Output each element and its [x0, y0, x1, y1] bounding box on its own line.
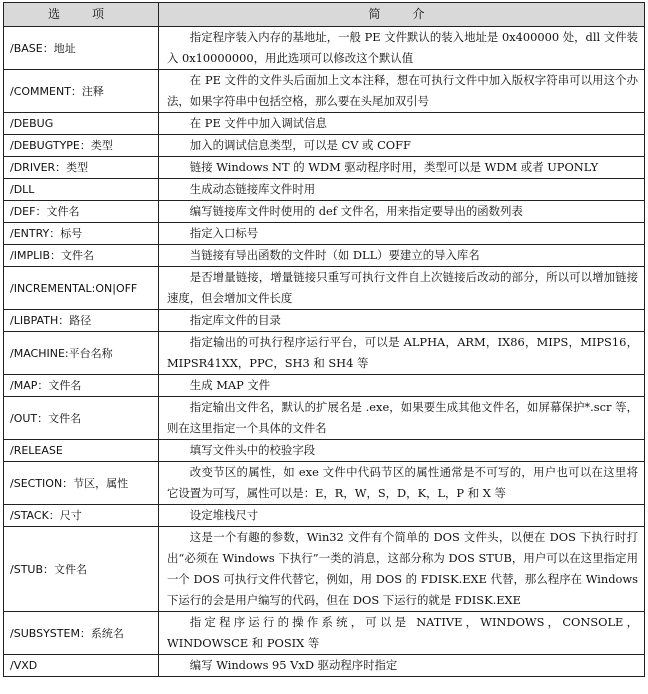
description-cell: 链接 Windows NT 的 WDM 驱动程序时用，类型可以是 WDM 或者 UPONLY	[159, 157, 645, 179]
table-row	[4, 223, 645, 245]
description-cell: 指定程序装入内存的基地址，一般 PE 文件默认的装入地址是 0x400000 处，dll 文件装入 0x10000000，用此选项可以修改这个默认值	[159, 27, 645, 70]
table-row	[4, 440, 645, 462]
table-row	[4, 505, 645, 527]
option-cell: /MACHINE:平台名称	[4, 332, 159, 375]
description-cell: 生成动态链接库文件时用	[159, 179, 645, 201]
description-cell: 填写文件头中的校验字段	[159, 440, 645, 462]
option-cell: /VXD	[4, 655, 159, 677]
table-row	[4, 245, 645, 267]
description-cell: 编写 Windows 95 VxD 驱动程序时指定	[159, 655, 645, 677]
option-cell: /RELEASE	[4, 440, 159, 462]
table-header-row	[4, 3, 645, 27]
option-cell: /DLL	[4, 179, 159, 201]
option-cell: /SUBSYSTEM：系统名	[4, 612, 159, 655]
description-cell: 生成 MAP 文件	[159, 375, 645, 397]
option-cell: /OUT：文件名	[4, 397, 159, 440]
description-cell: 指定输出文件名，默认的扩展名是 .exe，如果要生成其他文件名，如屏幕保护*.scr 等，则在这里指定一个具体的文件名	[159, 397, 645, 440]
option-cell: /INCREMENTAL:ON|OFF	[4, 267, 159, 310]
option-cell: /STUB：文件名	[4, 527, 159, 612]
description-cell: 改变节区的属性，如 exe 文件中代码节区的属性通常是不可写的，用户也可以在这里将它设置为可写，属性可以是：E，R，W，S，D，K，L，P 和 X 等	[159, 462, 645, 505]
linker-options-table	[3, 2, 645, 677]
table-row	[4, 527, 645, 612]
description-cell: 指定程序运行的操作系统，可以是 NATIVE，WINDOWS，CONSOLE，WINDOWSCE 和 POSIX 等	[159, 612, 645, 655]
option-cell: /ENTRY：标号	[4, 223, 159, 245]
table-row	[4, 375, 645, 397]
description-cell: 是否增量链接，增量链接只重写可执行文件自上次链接后改动的部分，所以可以增加链接速度，但会增加文件长度	[159, 267, 645, 310]
table-row	[4, 157, 645, 179]
description-cell: 在 PE 文件的文件头后面加上文本注释，想在可执行文件中加入版权字符串可以用这个办法，如果字符串中包括空格，那么要在头尾加双引号	[159, 70, 645, 113]
table-row	[4, 27, 645, 70]
description-cell: 加入的调试信息类型，可以是 CV 或 COFF	[159, 135, 645, 157]
option-cell: /STACK：尺寸	[4, 505, 159, 527]
header-option: 选 项	[4, 3, 159, 27]
table-row	[4, 267, 645, 310]
description-cell: 指定入口标号	[159, 223, 645, 245]
table-row	[4, 397, 645, 440]
option-cell: /COMMENT：注释	[4, 70, 159, 113]
option-cell: /SECTION：节区，属性	[4, 462, 159, 505]
option-cell: /DRIVER：类型	[4, 157, 159, 179]
header-description: 简 介	[159, 3, 645, 27]
description-cell: 编写链接库文件时使用的 def 文件名，用来指定要导出的函数列表	[159, 201, 645, 223]
option-cell: /DEF：文件名	[4, 201, 159, 223]
option-cell: /IMPLIB：文件名	[4, 245, 159, 267]
description-cell: 指定输出的可执行程序运行平台，可以是 ALPHA，ARM，IX86，MIPS，MIPS16，MIPSR41XX，PPC，SH3 和 SH4 等	[159, 332, 645, 375]
table-row	[4, 332, 645, 375]
option-cell: /DEBUG	[4, 113, 159, 135]
description-cell: 在 PE 文件中加入调试信息	[159, 113, 645, 135]
description-cell: 这是一个有趣的参数，Win32 文件有个简单的 DOS 文件头，以便在 DOS 下执行时打出“必须在 Windows 下执行”一类的消息，这部分称为 DOS STUB，用户可以在这里指定用一个 DOS 可执行文件代替它，例如，用 DOS 的 FDISK.EXE 代替，那么程序在 Windows 下运行的会是用户编写的代码，但在 DOS 下运行的就是 FDISK.EXE	[159, 527, 645, 612]
table-row	[4, 612, 645, 655]
table-row	[4, 655, 645, 677]
option-cell: /MAP：文件名	[4, 375, 159, 397]
table-row	[4, 201, 645, 223]
table-row	[4, 462, 645, 505]
description-cell: 设定堆栈尺寸	[159, 505, 645, 527]
option-cell: /LIBPATH：路径	[4, 310, 159, 332]
table-row	[4, 70, 645, 113]
description-cell: 指定库文件的目录	[159, 310, 645, 332]
table-row	[4, 179, 645, 201]
option-cell: /BASE：地址	[4, 27, 159, 70]
table-row	[4, 310, 645, 332]
table-row	[4, 135, 645, 157]
description-cell: 当链接有导出函数的文件时（如 DLL）要建立的导入库名	[159, 245, 645, 267]
option-cell: /DEBUGTYPE：类型	[4, 135, 159, 157]
table-row	[4, 113, 645, 135]
